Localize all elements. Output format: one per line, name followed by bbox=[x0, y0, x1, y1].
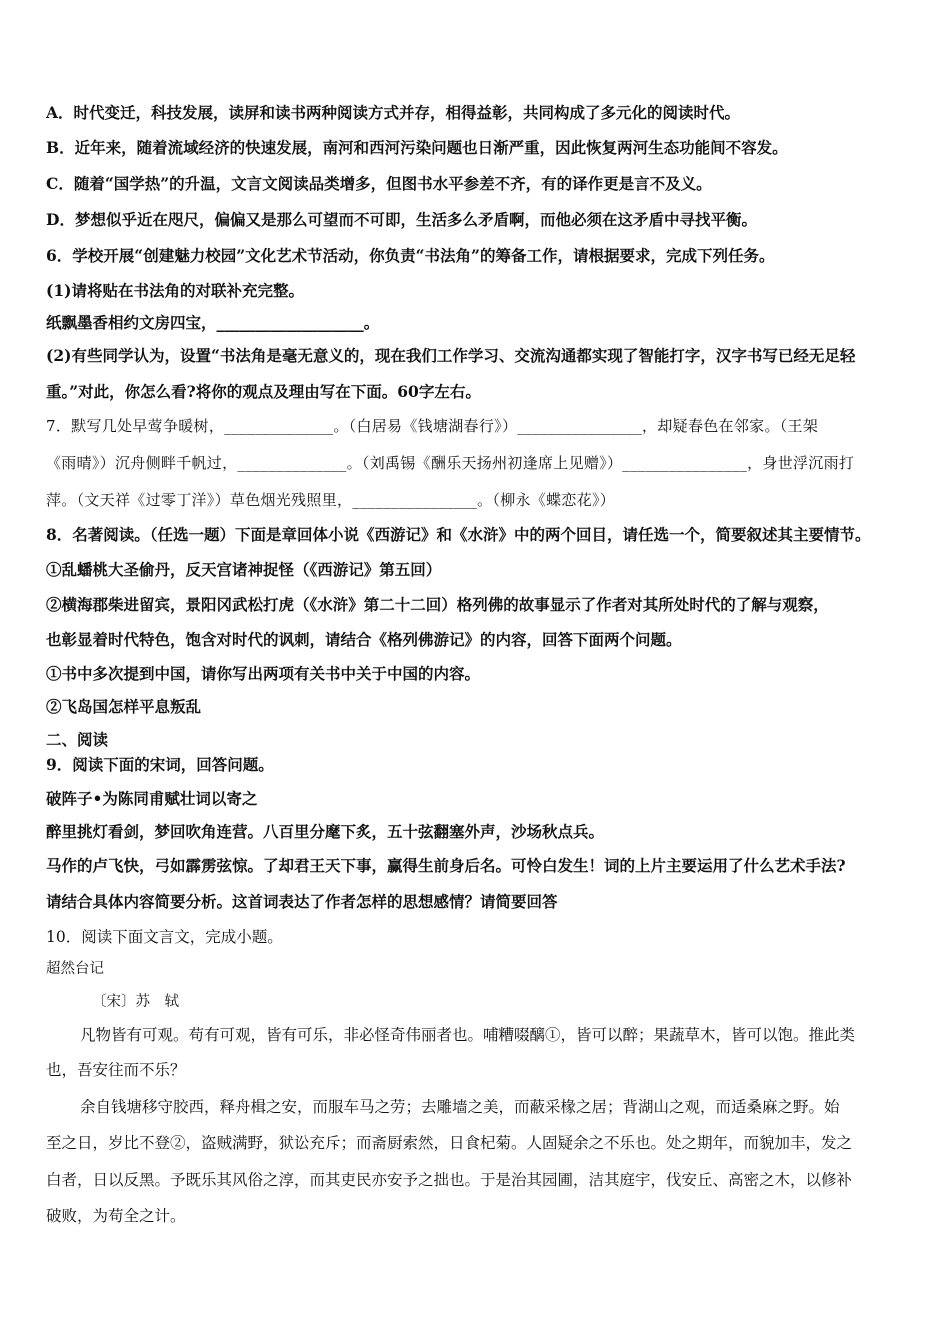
essay-para-1-line-1: 凡物皆有可观。苟有可观，皆有可乐，非必怪奇伟丽者也。哺糟啜醨①，皆可以醉；果蔬草木，皆可以饱。推此类 bbox=[80, 1026, 856, 1044]
option-b: B．近年来，随着流域经济的快速发展，南河和西河污染问题也日渐严重，因此恢复两河生态功能间不容发。 bbox=[46, 138, 788, 157]
q6-task-2-line-1: (2)有些同学认为，设置“书法角是毫无意义的，现在我们工作学习、交流沟通都实现了智能打字，汉字书写已经无足轻 bbox=[46, 346, 856, 365]
q8-option-1: ①乱蟠桃大圣偷丹，反天宫诸神捉怪（《西游记》第五回） bbox=[46, 560, 442, 579]
section-heading: 二、阅读 bbox=[46, 730, 109, 749]
q6-task-1: (1)请将贴在书法角的对联补充完整。 bbox=[46, 281, 304, 300]
q8-sub-1: ①书中多次提到中国，请你写出两项有关书中关于中国的内容。 bbox=[46, 664, 481, 683]
essay-para-2-line-3: 白者，日以反黑。予既乐其风俗之淳，而其吏民亦安予之拙也。于是治其园圃，洁其庭宇，伐安丘、高密之木，以修补 bbox=[46, 1171, 853, 1189]
question-8: 8．名著阅读。（任选一题）下面是章回体小说《西游记》和《水浒》中的两个回目，请任选一个，简要叙述其主要情节。 bbox=[46, 525, 871, 544]
question-7-line-2: 《雨晴》）沉舟侧畔千帆过，______________。（刘禹锡《酬乐天扬州初逢席上见赠》）________________，身世浮沉雨打 bbox=[46, 454, 855, 472]
question-10: 10．阅读下面文言文，完成小题。 bbox=[46, 928, 283, 946]
question-7-line-3: 萍。（文天祥《过零丁洋》）草色烟光残照里，________________。（柳永《蝶恋花》） bbox=[46, 491, 616, 509]
q6-task-2-line-2: 重。”对此，你怎么看?将你的观点及理由写在下面。60字左右。 bbox=[46, 382, 481, 401]
poem-line-1: 醉里挑灯看剑，梦回吹角连营。八百里分麾下炙，五十弦翻塞外声，沙场秋点兵。 bbox=[46, 822, 605, 841]
poem-title: 破阵子•为陈同甫赋壮词以寄之 bbox=[46, 789, 258, 808]
q8-sub-2: ②飞岛国怎样平息叛乱 bbox=[46, 697, 202, 716]
question-6: 6．学校开展“创建魅力校园”文化艺术节活动，你负责“书法角”的筹备工作，请根据要求，完成下列任务。 bbox=[46, 246, 775, 265]
question-9: 9．阅读下面的宋词，回答问题。 bbox=[46, 755, 274, 774]
option-c: C．随着“国学热”的升温，文言文阅读品类增多，但图书水平参差不齐，有的译作更是言不及义。 bbox=[46, 174, 712, 193]
option-d: D．梦想似乎近在咫尺，偏偏又是那么可望而不可即，生活多么矛盾啊，而他必须在这矛盾中寻找平衡。 bbox=[46, 210, 757, 229]
essay-para-1-line-2: 也，吾安往而不乐？ bbox=[46, 1061, 186, 1079]
q6-couplet: 纸飘墨香相约文房四宝，___________________。 bbox=[46, 313, 380, 332]
poem-line-2: 马作的卢飞快，弓如霹雳弦惊。了却君王天下事，赢得生前身后名。可怜白发生！词的上片主要运用了什么艺术手法? bbox=[46, 856, 846, 875]
q8-option-2-line-1: ②横海郡柴进留宾，景阳冈武松打虎（《水浒》第二十二回）格列佛的故事显示了作者对其所处时代的了解与观察， bbox=[46, 595, 829, 614]
q9-prompt: 请结合具体内容简要分析。这首词表达了作者怎样的思想感情？请简要回答 bbox=[46, 892, 558, 911]
option-a: A．时代变迁，科技发展，读屏和读书两种阅读方式并存，相得益彰，共同构成了多元化的阅读时代。 bbox=[46, 103, 741, 122]
question-7-line-1: 7．默写几处早莺争暖树，______________。（白居易《钱塘湖春行》）________________，却疑春色在邻家。（王架 bbox=[46, 417, 819, 435]
essay-para-2-line-4: 破败，为苟全之计。 bbox=[46, 1207, 186, 1225]
essay-para-2-line-2: 至之日，岁比不登②，盗贼满野，狱讼充斥；而斋厨索然，日食杞菊。人固疑余之不乐也。处之期年，而貌加丰，发之 bbox=[46, 1134, 853, 1152]
essay-title: 超然台记 bbox=[46, 961, 104, 977]
essay-para-2-line-1: 余自钱塘移守胶西，释舟楫之安，而服车马之劳；去雕墙之美，而蔽采椽之居；背湖山之观，而适桑麻之野。始 bbox=[80, 1098, 840, 1116]
essay-author: 〔宋〕苏 轼 bbox=[92, 994, 179, 1010]
q8-option-2-line-2: 也彰显着时代特色，饱含对时代的讽刺，请结合《格列佛游记》的内容，回答下面两个问题。 bbox=[46, 630, 682, 649]
